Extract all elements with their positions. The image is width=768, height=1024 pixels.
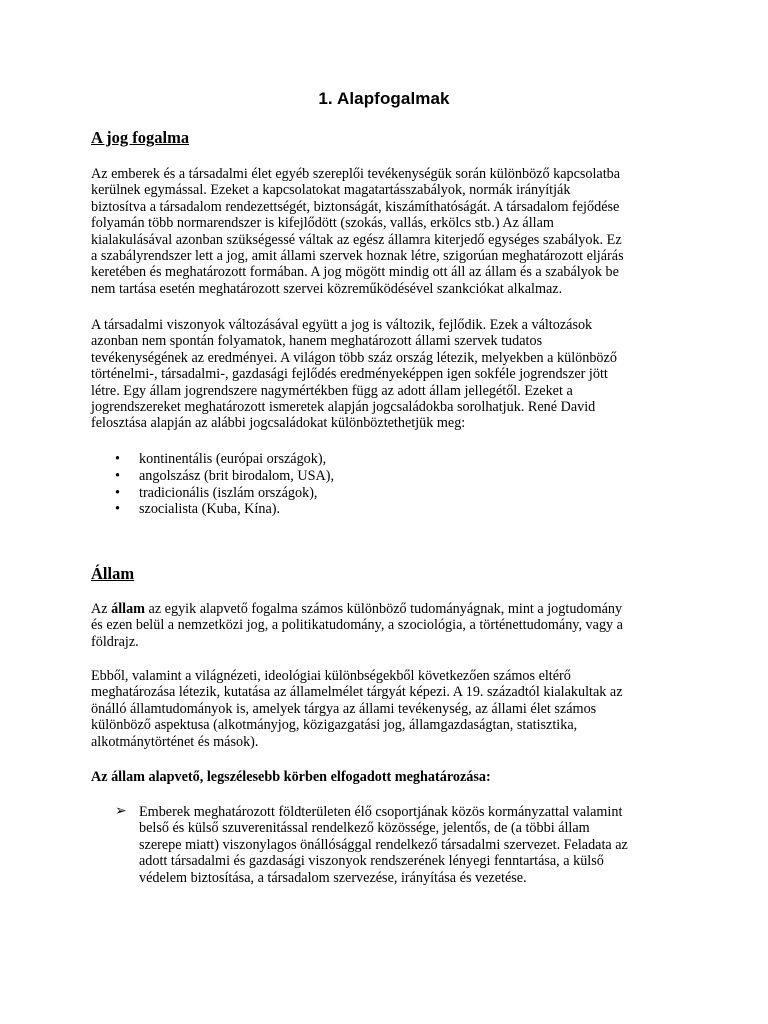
list-item [91,451,691,468]
text-line: adott társadalmi és gazdasági viszonyok rendszerének lényegi fenntartása, a külső [139,853,604,870]
text-line: és ezen belül a nemzetközi jog, a politikatudomány, a szociológia, a történettudomány, vagy a [91,617,623,634]
list-item-text: kontinentális (európai országok), [139,451,327,467]
paragraph-allam-2 [91,668,691,750]
text-line: biztosítva a társadalom rendezettségét, biztonságát, kiszámíthatóságát. A társadalom fejődése [91,198,620,215]
bullet-icon: • [115,484,120,501]
text-line: szerepe miatt) viszonylagos önállósággal rendelkező társadalmi szervezet. Feladata az [139,836,628,853]
text-line: létre. Egy állam jogrendszere nagymértékben függ az adott állam jellegétől. Ezeket a [91,382,573,399]
bold-heading: Az állam alapvető, legszélesebb körben elfogadott meghatározása: [91,769,491,785]
text-line: belső és külső szuverenitással rendelkező közössége, jelentős, de (a többi állam [139,820,590,837]
text-line: azonban nem spontán folyamatok, hanem meghatározott állami szervek tudatos [91,333,543,350]
list-item [91,468,691,485]
text-line: földrajz. [91,633,139,650]
list-item [91,501,691,518]
list-item-text: szocialista (Kuba, Kína). [139,501,281,518]
section-heading-jog-fogalma: A jog fogalma [91,128,190,147]
bullet-icon: • [115,501,120,518]
page-title: 1. Alapfogalmak [318,89,450,108]
list-item-text: angolszász (brit birodalom, USA), [139,467,335,484]
text-line: a szabályrendszer lett a jog, amit állami szervek hoznak létre, szigorúan meghatározott eljárás [91,248,624,265]
paragraph-allam-1 [91,601,691,650]
bold-term-allam: állam [111,601,145,617]
definition-text [139,804,628,886]
list-item [91,485,691,502]
text-line: kerülnek egymással. Ezeket a kapcsolatokat magatartásszabályok, normák irányítják [91,182,571,199]
text-line: nem tartása esetén meghatározott szervei közreműködésével szankciókat alkalmaz. [91,280,563,297]
text-line: A társadalmi viszonyok változásával együtt a jog is változik, fejlődik. Ezek a változások [91,317,593,333]
text-line: alkotmánytörténet és mások). [91,733,259,750]
paragraph-allam-definition-heading [91,769,691,785]
section-heading-allam: Állam [91,564,135,583]
text-line: különböző aspektusa (alkotmányjog, közigazgatási jog, államgazdaságtan, statisztika, [91,717,578,734]
text-line: védelem biztosítása, a társadalom szervezése, irányítása és vezetése. [139,869,527,886]
text-fragment: Az [91,601,112,617]
text-line: jogrendszereket meghatározott ismeretek alapján jogcsaládokba sorolhatjuk. René David [91,399,596,416]
bullet-icon: • [115,451,120,467]
text-line: Emberek meghatározott földterületen élő csoportjának közös kormányzattal valamint [139,804,623,820]
arrow-bullet-icon: ➢ [115,804,127,819]
text-line: Az emberek és a társadalmi élet egyéb szereplői tevékenységük során különböző kapcsolatba [91,166,621,182]
list-item-text: tradicionális (iszlám országok), [139,484,318,501]
text-line: kialakulásával azonban szükségessé váltak az egész államra kiterjedő egységes szabályok. Ez [91,231,622,248]
jogcsalad-list [91,451,691,518]
text-line: felosztása alapján az alábbi jogcsaládokat különböztethetjük meg: [91,415,466,432]
paragraph-jog-fogalma-1 [91,166,691,297]
text-line: keretében és meghatározott formában. A jog mögött mindig ott áll az állam és a szabályok be [91,264,619,281]
text-line: tevékenységének az eredményei. A világon több száz ország létezik, melyekben a különböző [91,349,617,366]
text-fragment: az egyik alapvető fogalma számos különböző tudományágnak, mint a jogtudomány [144,601,623,617]
text-line: Ebből, valamint a világnézeti, ideológiai különbségekből következően számos eltérő [91,668,571,684]
text-line: meghatározása létezik, kutatása az államelmélet tárgyát képezi. A 19. századtól kialakultak az [91,684,623,701]
text-line: önálló államtudományok is, amelyek tárgya az állami tevékenység, az állami élet számos [91,700,597,717]
text-line: folyamán több normarendszer is kifejlődött (szokás, vallás, erkölcs stb.) Az állam [91,215,554,232]
text-line: történelmi-, társadalmi-, gazdasági fejlődés eredményeképpen igen sokféle jogrendszer jött [91,366,608,383]
text-line [91,601,691,617]
paragraph-jog-fogalma-2 [91,317,691,432]
bullet-icon: • [115,467,120,484]
